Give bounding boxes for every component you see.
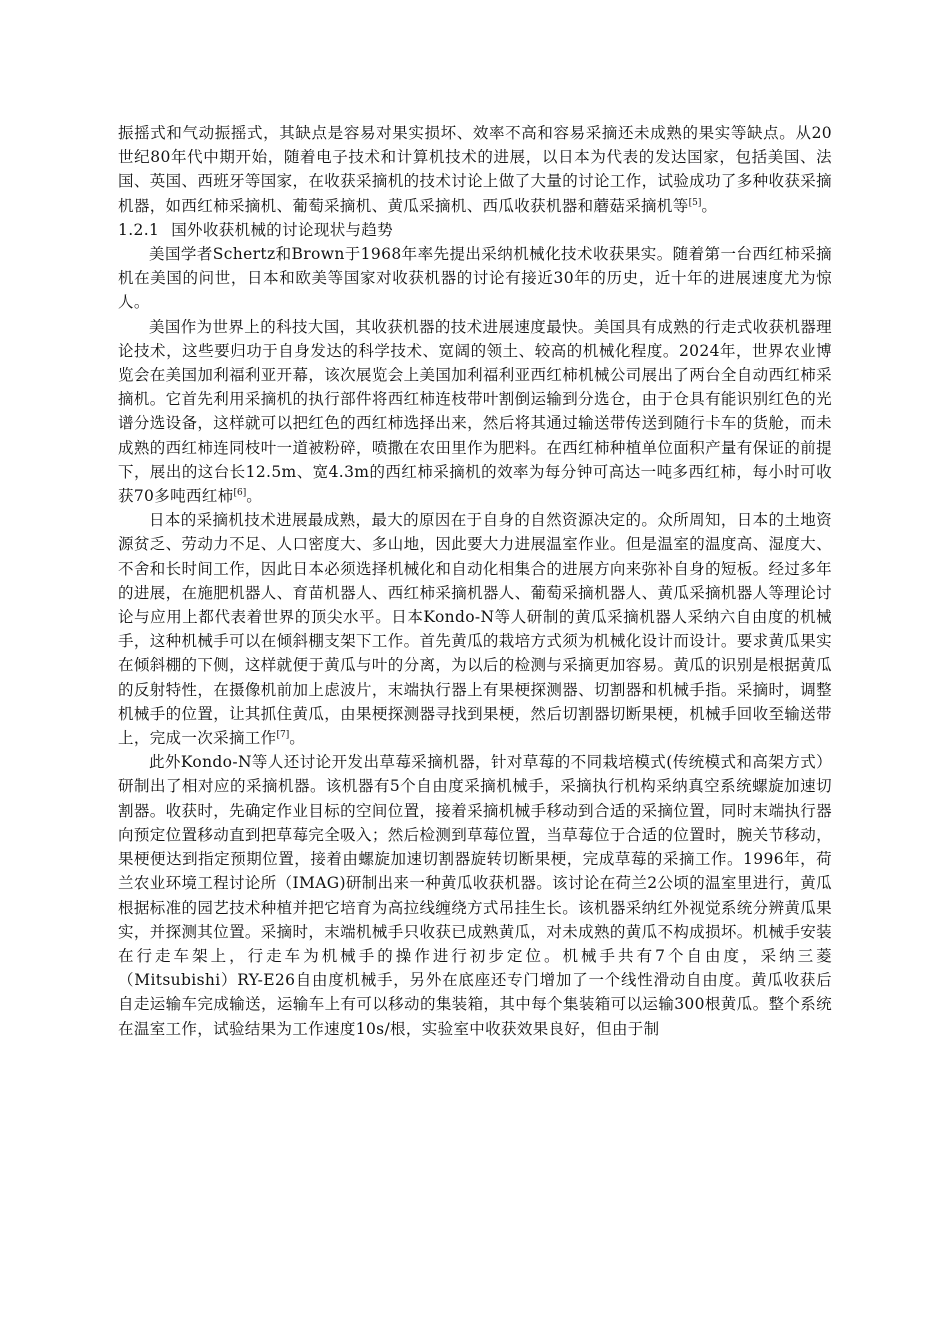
paragraph-continued bbox=[118, 121, 832, 218]
paragraph-text: 日本的采摘机技术进展最成熟，最大的原因在于自身的自然资源决定的。众所周知，日本的土地资源贫乏、劳动力不足、人口密度大、多山地，因此要大力进展温室作业。但是温室的温度高、湿度大、不舍和长时间工作，因此日本必须选择机械化和自动化相集合的进展方向来弥补自身的短板。经过多年的进展，在施肥机器人、育苗机器人、西红柿采摘机器人、葡萄采摘机器人、黄瓜采摘机器人等理论讨论与应用上都代表着世界的顶尖水平。日本Kondo-N等人研制的黄瓜采摘机器人采纳六自由度的机械手，这种机械手可以在倾斜棚支架下工作。首先黄瓜的栽培方式须为机械化设计而设计。要求黄瓜果实在倾斜棚的下侧，这样就便于黄瓜与叶的分离，为以后的检测与采摘更加容易。黄瓜的识别是根据黄瓜的反射特性，在摄像机前加上虑波片，末端执行器上有果梗探测器、切割器和机械手指。采摘时，调整机械手的位置，让其抓住黄瓜，由果梗探测器寻找到果梗，然后切割器切断果梗，机械手回收至输送带上，完成一次采摘工作 bbox=[118, 511, 832, 748]
paragraph bbox=[118, 750, 832, 1040]
paragraph-tail: 。 bbox=[289, 729, 306, 748]
paragraph-text: 此外Kondo-N等人还讨论开发出草莓采摘机器，针对草莓的不同栽培模式(传统模式和高架方式）研制出了相对应的采摘机器。该机器有5个自由度采摘机械手，采摘执行机构采纳真空系统螺旋加速切割器。收获时，先确定作业目标的空间位置，接着采摘机械手移动到合适的采摘位置，同时末端执行器向预定位置移动直到把草莓完全吸入；然后检测到草莓位置，当草莓位于合适的位置时，腕关节移动，果梗便达到指定预期位置，接着由螺旋加速切割器旋转切断果梗，完成草莓的采摘工作。1996年，荷兰农业环境工程讨论所（IMAG)研制出来一种黄瓜收获机器。该讨论在荷兰2公顷的温室里进行，黄瓜根据标准的园艺技术种植并把它培育为高拉线缠绕方式吊挂生长。该机器采纳红外视觉系统分辨黄瓜果实，并探测其位置。采摘时，末端机械手只收获已成熟黄瓜，对未成熟的黄瓜不构成损坏。机械手安装在行走车架上，行走车为机械手的操作进行初步定位。机械手共有7个自由度，采纳三菱（Mitsubishi）RY-E26自由度机械手，另外在底座还专门增加了一个线性滑动自由度。黄瓜收获后自走运输车完成输送，运输车上有可以移动的集装箱，其中每个集装箱可以运输300根黄瓜。整个系统在温室工作，试验结果为工作速度10s/根，实验室中收获效果良好，但由于制 bbox=[118, 753, 832, 1038]
citation-ref: [6] bbox=[233, 488, 247, 499]
section-number: 1.2.1 bbox=[118, 220, 160, 239]
paragraph bbox=[118, 508, 832, 750]
citation-ref: [5] bbox=[688, 197, 702, 208]
paragraph bbox=[118, 242, 832, 315]
paragraph-tail: 。 bbox=[246, 487, 263, 506]
document-page bbox=[118, 121, 832, 1041]
paragraph-text: 美国学者Schertz和Brown于1968年率先提出采纳机械化技术收获果实。随着第一台西红柿采摘机在美国的问世，日本和欧美等国家对收获机器的讨论有接近30年的历史，近十年的进展速度尤为惊人。 bbox=[118, 245, 832, 312]
paragraph-text: 振摇式和气动振摇式，其缺点是容易对果实损坏、效率不高和容易采摘还未成熟的果实等缺点。从20世纪80年代中期开始，随着电子技术和计算机技术的进展，以日本为代表的发达国家，包括美国、法国、英国、西班牙等国家，在收获采摘机的技术讨论上做了大量的讨论工作，试验成功了多种收获采摘机器，如西红柿采摘机、葡萄采摘机、黄瓜采摘机、西瓜收获机器和蘑菇采摘机等 bbox=[118, 124, 832, 215]
section-heading bbox=[118, 218, 832, 242]
paragraph-tail: 。 bbox=[701, 196, 718, 215]
paragraph bbox=[118, 315, 832, 509]
paragraph-text: 美国作为世界上的科技大国，其收获机器的技术进展速度最快。美国具有成熟的行走式收获机器理论技术，这些要归功于自身发达的科学技术、宽阔的领土、较高的机械化程度。2024年，世界农业博览会在美国加利福利亚开幕，该次展览会上美国加利福利亚西红柿机械公司展出了两台全自动西红柿采摘机。它首先利用采摘机的执行部件将西红柿连枝带叶割倒运输到分选仓，由于仓具有能识别红色的光谱分选设备，这样就可以把红色的西红柿选择出来，然后将其通过输送带传送到随行卡车的货舱，而未成熟的西红柿连同枝叶一道被粉碎，喷撒在农田里作为肥料。在西红柿种植单位面积产量有保证的前提下，展出的这台长12.5m、宽4.3m的西红柿采摘机的效率为每分钟可高达一吨多西红柿，每小时可收获70多吨西红柿 bbox=[118, 317, 832, 506]
section-title: 国外收获机械的讨论现状与趋势 bbox=[171, 220, 394, 239]
citation-ref: [7] bbox=[276, 730, 290, 741]
